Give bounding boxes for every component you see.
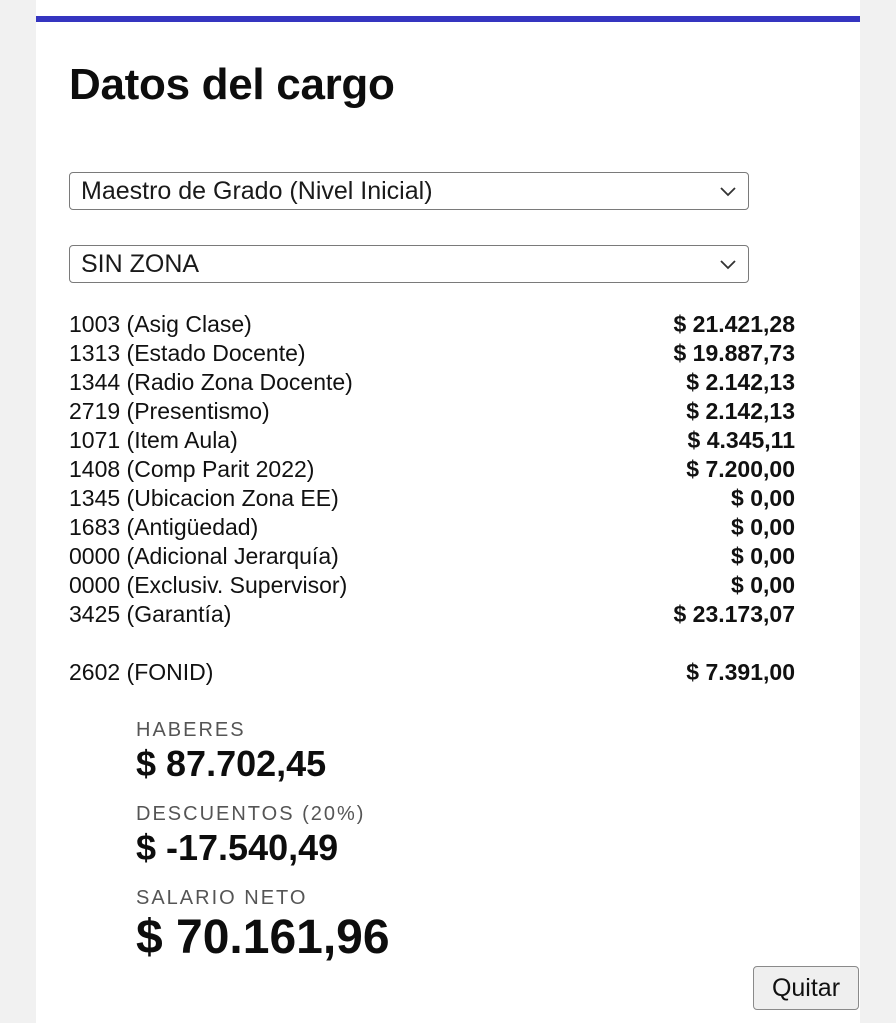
concept-amount: $ 0,00 — [731, 514, 795, 540]
concept-row — [69, 600, 795, 629]
concept-row — [69, 426, 795, 455]
descuentos-label: DESCUENTOS (20%) — [136, 803, 366, 825]
zona-select-value: SIN ZONA — [81, 250, 200, 278]
concept-label: 1345 (Ubicacion Zona EE) — [69, 485, 339, 511]
concept-amount: $ 21.421,28 — [673, 311, 795, 337]
concept-label: 1683 (Antigüedad) — [69, 514, 259, 540]
concept-label: 0000 (Adicional Jerarquía) — [69, 543, 339, 569]
concept-label: 1071 (Item Aula) — [69, 427, 238, 453]
fonid-label: 2602 (FONID) — [69, 659, 214, 685]
chevron-down-icon — [718, 181, 738, 201]
concept-label: 1313 (Estado Docente) — [69, 340, 306, 366]
page-title: Datos del cargo — [69, 60, 395, 109]
concept-label: 1408 (Comp Parit 2022) — [69, 456, 315, 482]
concept-row — [69, 455, 795, 484]
quitar-button[interactable]: Quitar — [753, 966, 859, 1010]
concept-amount: $ 0,00 — [731, 572, 795, 598]
haberes-value: $ 87.702,45 — [136, 743, 327, 784]
fonid-amount: $ 7.391,00 — [686, 659, 795, 685]
cargo-select[interactable] — [69, 172, 749, 210]
concept-row — [69, 397, 795, 426]
concept-amount: $ 23.173,07 — [673, 601, 795, 627]
descuentos-value: $ -17.540,49 — [136, 827, 339, 868]
concept-row — [69, 571, 795, 600]
concept-amount: $ 0,00 — [731, 485, 795, 511]
concept-label: 0000 (Exclusiv. Supervisor) — [69, 572, 348, 598]
concept-row — [69, 339, 795, 368]
concept-amount: $ 4.345,11 — [687, 427, 795, 453]
concept-row — [69, 368, 795, 397]
chevron-down-icon — [718, 254, 738, 274]
concept-label: 1003 (Asig Clase) — [69, 311, 252, 337]
concept-label: 1344 (Radio Zona Docente) — [69, 369, 353, 395]
concept-row — [69, 513, 795, 542]
haberes-label: HABERES — [136, 719, 246, 741]
concept-amount: $ 2.142,13 — [686, 369, 795, 395]
concept-row — [69, 310, 795, 339]
concept-amount: $ 7.200,00 — [686, 456, 795, 482]
accent-bar — [36, 16, 860, 22]
zona-select[interactable] — [69, 245, 749, 283]
concept-row — [69, 484, 795, 513]
concept-amount: $ 2.142,13 — [686, 398, 795, 424]
concept-amount: $ 19.887,73 — [673, 340, 795, 366]
concept-list — [69, 310, 795, 687]
concept-label: 2719 (Presentismo) — [69, 398, 270, 424]
neto-label: SALARIO NETO — [136, 887, 308, 909]
totals-section — [136, 718, 390, 966]
neto-value: $ 70.161,96 — [136, 911, 390, 964]
concept-row — [69, 542, 795, 571]
cargo-select-value: Maestro de Grado (Nivel Inicial) — [81, 177, 433, 205]
fonid-row — [69, 658, 795, 687]
concept-label: 3425 (Garantía) — [69, 601, 232, 627]
concept-amount: $ 0,00 — [731, 543, 795, 569]
